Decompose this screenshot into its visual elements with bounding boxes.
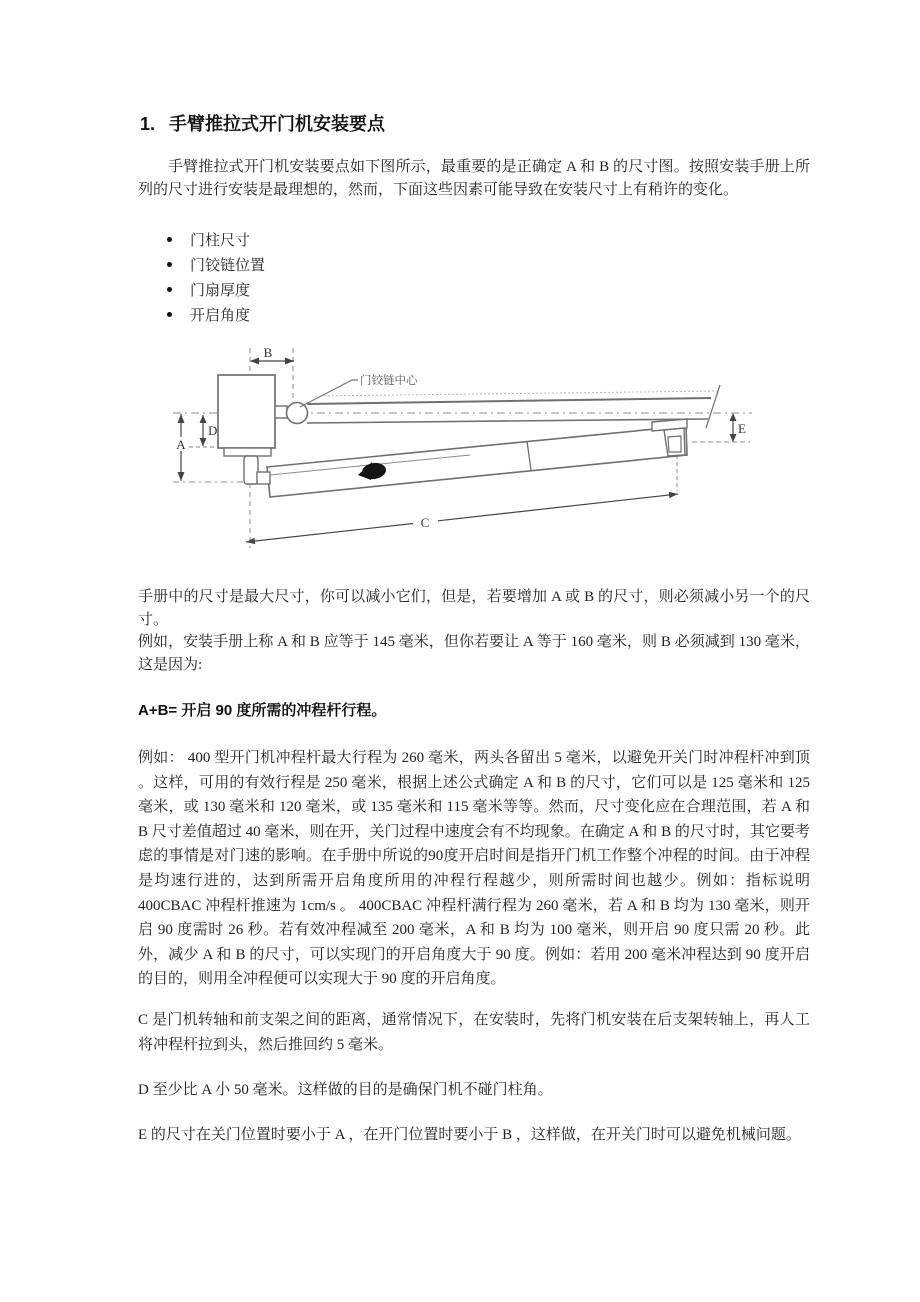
list-item-label: 门铰链位置 <box>190 258 266 274</box>
installation-diagram <box>165 342 765 557</box>
list-item <box>167 252 265 277</box>
dim-c-line-right <box>438 494 678 521</box>
dim-e-label: E <box>738 421 746 436</box>
motor-base <box>224 448 271 456</box>
dim-c-label: C <box>420 515 430 530</box>
dim-a-label: A <box>176 437 186 452</box>
dim-d-note-paragraph: D 至少比 A 小 50 毫米。这样做的目的是确保门机不碰门柱角。 <box>138 1082 553 1098</box>
bullet-icon <box>167 237 172 242</box>
dim-c-arrow-left <box>246 538 255 544</box>
actuator-arm <box>267 426 687 497</box>
dimension-c <box>246 492 678 544</box>
formula-line: A+B= 开启 90 度所需的冲程杆行程。 <box>138 702 387 719</box>
list-item <box>167 277 265 302</box>
dim-a-arrow-bottom <box>178 472 185 481</box>
dim-a-arrow-top <box>178 414 185 423</box>
heading-number: 1. <box>140 114 156 134</box>
arm-body <box>267 426 687 497</box>
dim-d-label: D <box>208 423 218 438</box>
example-ab-paragraph: 例如，安装手册上称 A 和 B 应等于 145 毫米，但你若要让 A 等于 160 毫米，则 B 必须减到 130 毫米，这是因为: <box>138 634 810 673</box>
heading-text: 手臂推拉式开门机安装要点 <box>169 114 386 134</box>
dim-b-arrow-left <box>250 358 259 365</box>
door-bottom-edge <box>307 419 708 423</box>
dim-c-arrow-right <box>669 492 678 498</box>
door-hinge-circle <box>287 403 308 424</box>
dim-d-arrow-bottom <box>200 438 207 446</box>
max-size-paragraph: 手册中的尺寸是最大尺寸，你可以减小它们，但是，若要增加 A 或 B 的尺寸，则必须减小另一个的尺寸。 <box>138 589 810 628</box>
list-item <box>167 227 265 252</box>
bullet-icon <box>167 262 172 267</box>
dimension-a <box>174 414 188 481</box>
list-item-label: 开启角度 <box>190 308 251 324</box>
stroke-detail-paragraph: 例如： 400 型开门机冲程杆最大行程为 260 毫米，两头各留出 5 毫米，以避免开关门时冲程杆冲到顶 。这样，可用的有效行程是 250 毫米，根据上述公式确定 A 和 B 的尺寸，它们可以是 125 毫米和 125 毫米，或 130 毫米和 120 毫米，或 135 毫米和 115 毫米等等。然而，尺寸变化应在合理范围，若 A 和 B 尺寸差值超过 40 毫米，则在开，关门过程中速度会有不均现象。在确定 A 和 B 的尺寸时，其它要考虑的事情是对门速的影响。在手册中所说的90度开启时间是指开门机工作整个冲程的时间。由于冲程是均速行进的，达到所需开启角度所用的冲程行程越少，则所需时间也越少。例如：指标说明 400CBAC 冲程杆推速为 1cm/s 。 400CBAC 冲程杆满行程为 260 毫米，若 A 和 B 均为 130 毫米，则开启 90 度需时 26 秒。若有效冲程减至 200 毫米，A 和 B 均为 100 毫米，则开启 90 度只需 20 秒。此外，减少 A 和 B 的尺寸，可以实现门的开启角度大于 90 度。例如：若用 200 毫米冲程达到 90 度开启的目的，则用全冲程便可以实现大于 90 度的开启角度。 <box>138 750 810 988</box>
dim-e-arrow-top <box>730 413 737 421</box>
hinge-stub <box>275 406 287 418</box>
intro-paragraph: 手臂推拉式开门机安装要点如下图所示，最重要的是正确定 A 和 B 的尺寸图。按照安装手册上所列的尺寸进行安装是最理想的，然而，下面这些因素可能导致在安装尺寸上有稍许的变化。 <box>138 159 810 198</box>
dim-d-arrow-top <box>200 415 207 423</box>
dim-e-note-paragraph: E 的尺寸在关门位置时要小于 A ，在开门位置时要小于 B ，这样做，在开关门时可以避免机械问题。 <box>138 1127 801 1143</box>
dimension-b <box>250 345 294 365</box>
list-item <box>167 302 265 327</box>
factor-list <box>167 227 265 327</box>
door-top-edge <box>307 398 711 404</box>
bullet-icon <box>167 312 172 317</box>
dim-c-note-paragraph: C 是门机转轴和前支架之间的距离，通常情况下，在安装时，先将门机安装在后支架转轴上，再人工将冲程杆拉到头，然后推回约 5 毫米。 <box>138 1012 810 1053</box>
dim-b-label: B <box>263 345 273 360</box>
motor-pivot-rod <box>244 456 258 484</box>
page-title <box>140 111 385 137</box>
rod-arm-connector <box>257 472 270 484</box>
door-back-edge-line <box>316 391 719 396</box>
list-item-label: 门柱尺寸 <box>190 233 251 249</box>
dim-e-arrow-bottom <box>730 434 737 442</box>
motor-box <box>218 375 275 448</box>
bullet-icon <box>167 287 172 292</box>
dimension-e <box>730 413 747 442</box>
list-item-label: 门扇厚度 <box>190 283 251 299</box>
dim-c-line-left <box>246 524 413 543</box>
dimension-d <box>200 415 218 446</box>
hinge-center-label: 门铰链中心 <box>360 375 418 387</box>
